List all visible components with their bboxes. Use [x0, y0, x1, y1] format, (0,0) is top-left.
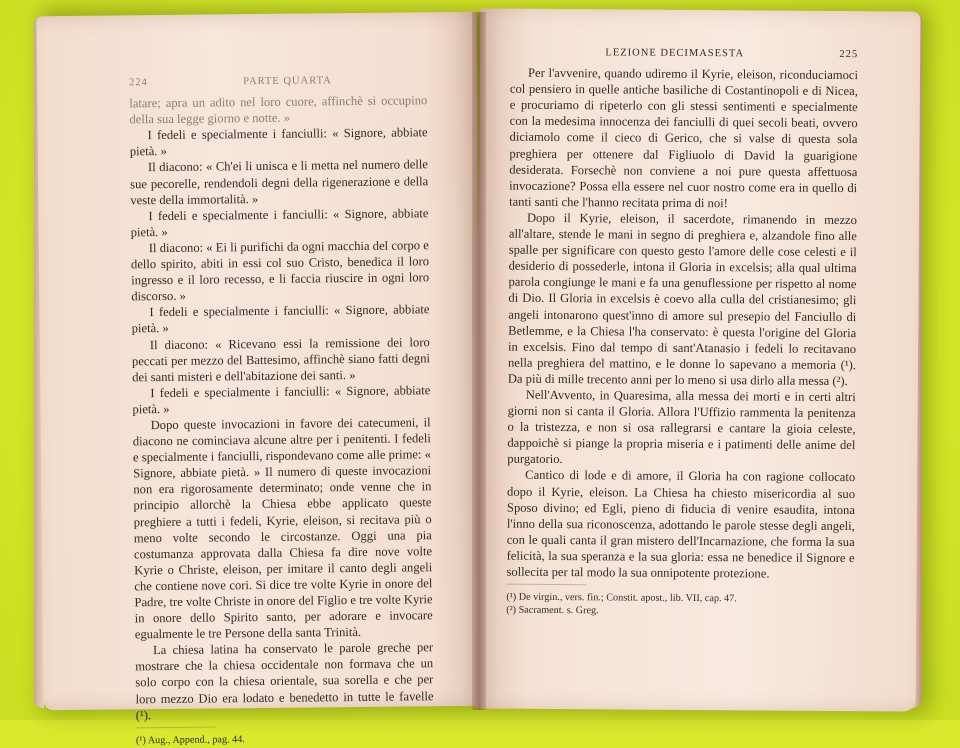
right-paragraph: Nell'Avvento, in Quaresima, alla messa dei morti e in certi altri giorni non si canta il Gloria. Allora l'Uffizio rammenta la penitenza o la tristezza, e non si osa rallegrarsi e cantare la gioia celeste, dappoichè si piange la propria miseria e i patimenti delle anime del purgatorio.	[507, 387, 856, 467]
right-running-title: LEZIONE DECIMASESTA	[605, 47, 745, 60]
right-page-number: 225	[839, 48, 859, 61]
right-paragraph: Dopo il Kyrie, eleison, il sacerdote, rimanendo in mezzo all'altare, stende le mani in segno di preghiera e, alzandole fino alle spalle per significare con questo gesto l'amore delle cose celesti e il desiderio di possederle, intona il Gloria in excelsis; alla qual ultima parola congiunge le mani e fa una genuflessione per rispetto al nome di Dio. Il Gloria in excelsis è coevo alla culla del cristianesimo; gli angeli intonarono quest'inno di amore sul presepio del Fanciullo di Betlemme, e la Chiesa l'ha conservato: è questa l'origine del Gloria in excelsis. Fino dal tempo di sant'Atanasio i fedeli lo recitavano nella preghiera del mattino, e le donne lo sapevano a memoria (¹). Da più di mille trecento anni per lo meno si usa dirlo alla messa (²).	[507, 210, 858, 388]
left-running-head	[129, 72, 427, 91]
left-page-number: 224	[129, 77, 148, 89]
footnote: (²) Sacrament. s. Greg.	[506, 604, 599, 617]
footnote-rule	[506, 584, 586, 586]
left-page	[36, 12, 483, 747]
book-gutter	[472, 12, 486, 710]
left-footnotes	[136, 731, 434, 747]
left-paragraph: I fedeli e specialmente i fanciulli: « Signore, abbiate pietà. »	[131, 302, 430, 336]
footnote: (¹) De virgin., vers. fin.; Constit. apost., lib. VII, cap. 47.	[506, 591, 737, 605]
left-paragraph: I fedeli e specialmente i fanciulli: « Signore, abbiate pietà. »	[130, 205, 429, 240]
right-footnotes	[506, 591, 854, 619]
left-paragraph: La chiesa latina ha conservato le parole greche per mostrare che la chiesa occidentale non formava che un solo corpo con la chiesa orientale, sua sorella e che per loro mezzo Dio era lodato e benedetto in tutte le favelle (¹).	[135, 640, 434, 722]
left-paragraph: latare; apra un adito nel loro cuore, affinchè si occupino della sua legge giorno e notte. »	[129, 93, 428, 127]
right-paragraph: Per l'avvenire, quando udiremo il Kyrie, eleison, riconduciamoci col pensiero in quelle antiche basiliche di Costantinopoli e di Nicea, e procuriamo di ripeterlo con gli stessi sentimenti e specialmente con la medesima innocenza dei fanciulli di quei secoli beati, ovvero diciamolo come il cieco di Gerico, che si valse di questa sola preghiera per ottenere dal Figliuolo di David la guarigione desiderata. Forsechè non conviene a noi pure questa affettuosa invocazione? Possa ella essere nel cuor nostro come era in quello di tanti santi che l'hanno recitata prima di noi!	[509, 65, 859, 211]
left-paragraph: I fedeli e specialmente i fanciulli: « Signore, abbiate pietà. »	[132, 382, 431, 417]
left-paragraph: Dopo queste invocazioni in favore dei catecumeni, il diacono ne cominciava alcune altre per i penitenti. I fedeli e specialmente i fanciulli, rispondevano come alle prime: « Signore, abbiate pietà. » Il numero di queste invocazioni non era rigorosamente determinato; onde venne che in principio allorchè la Chiesa ebbe applicato queste preghiere a tutti i fedeli, Kyrie, eleison, si recitava più o meno volte secondo le circostanze. Oggi una pia costumanza approvata dalla Chiesa fa dire nove volte Kyrie o Christe, eleison, per imitare il canto degli angeli che contiene nove cori. Si dice tre volte Kyrie in onore del Padre, tre volte Christe in onore del Figlio e tre volte Kyrie in onore dello Spirito santo, per adorare e invocare egualmente le tre Persone della santa Trinità.	[132, 415, 433, 642]
right-running-head	[510, 45, 858, 64]
footnote-rule	[136, 726, 216, 728]
left-paragraph: Il diacono: « Ricevano essi la remissione dei loro peccati per mezzo del Battesimo, affinchè siano fatti degni dei santi misteri e dell'abitazione dei santi. »	[131, 334, 431, 385]
left-paragraph: Il diacono: « Ei li purifichi da ogni macchia del corpo e dello spirito, abiti in essi col suo Cristo, benedica il loro ingresso e il loro recesso, e li faccia riuscire in ogni loro discorso. »	[130, 238, 430, 304]
left-running-title: PARTE QUARTA	[243, 75, 332, 88]
right-page	[476, 8, 921, 711]
footnote: (¹) Aug., Append., pag. 44.	[135, 733, 245, 747]
left-paragraph: Il diacono: « Ch'ei li unisca e li metta nel numero delle sue pecorelle, rendendoli degni della rigenerazione e della veste della immortalità. »	[130, 157, 429, 208]
right-paragraph: Cantico di lode e di amore, il Gloria ha con ragione collocato dopo il Kyrie, eleison. La Chiesa ha chiesto misericordia al suo Sposo divino; ed Egli, pieno di fiducia di venire esaudita, intona l'inno della sua riconoscenza, adottando le parole stesse degli angeli, con le quali canta il gran mistero dell'Incarnazione, che forma la sua felicità, la sua speranza e la sua gloria: essa ne benedice il Signore e sollecita per tal modo la sua onnipotente protezione.	[506, 468, 856, 581]
left-paragraph: I fedeli e specialmente i fanciulli: « Signore, abbiate pietà. »	[129, 125, 428, 159]
